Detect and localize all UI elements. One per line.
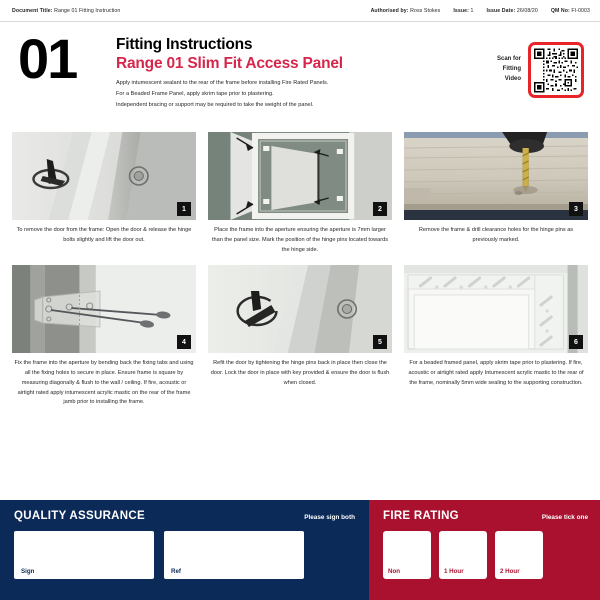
step-badge: 3 — [569, 202, 583, 216]
step-badge: 6 — [569, 335, 583, 349]
document-title-label: Document Title: — [12, 7, 53, 14]
header-left-group — [12, 8, 120, 14]
header-right-group — [371, 8, 590, 14]
qr-caption-line-2: Fitting — [502, 66, 521, 73]
ref-field-label: Ref — [171, 568, 181, 575]
photo-illustration — [208, 132, 392, 220]
authorised-by-label: Authorised by: — [370, 7, 409, 14]
steps-row-1 — [0, 132, 600, 255]
fire-rating-title: FIRE RATING — [383, 510, 459, 522]
fire-rating-option-2-hour[interactable] — [495, 531, 543, 579]
frame-in-aperture-photo — [208, 132, 392, 220]
qr-caption — [497, 55, 521, 85]
title-note-line: Apply intumescent sealant to the rear of the frame before installing Fire Rated Panels. — [116, 80, 329, 87]
page-title: Fitting Instructions — [116, 36, 253, 53]
fire-rating-option-label: Non — [388, 568, 401, 575]
qr-code-frame[interactable] — [528, 42, 584, 98]
step-item — [12, 265, 196, 408]
issue-date-value: 26/08/20 — [516, 7, 538, 14]
fire-rating-panel — [369, 500, 600, 600]
fire-rating-options — [383, 531, 588, 579]
quality-assurance-hint: Please sign both — [304, 514, 355, 521]
fixing-tab-screws-photo — [12, 265, 196, 353]
step-caption: To remove the door from the frame: Open the door & release the hinge bolts slightly and lift the door out. — [16, 227, 192, 243]
document-title-value: Range 01 Fitting Instruction — [54, 7, 121, 14]
authorised-by-value: Ross Stokes — [410, 7, 441, 14]
authorised-by-field — [371, 8, 441, 14]
step-item — [208, 265, 392, 408]
page-subtitle: Range 01 Slim Fit Access Panel — [116, 54, 343, 72]
qr-code-icon — [534, 48, 578, 93]
step-caption: For a beaded framed panel, apply skrim tape prior to plastering. If fire, acoustic or airtight rated apply Intumescent acrylic mastic to the rear of the frame, nominally 5mm wide sealing to the supporting construction. — [408, 360, 584, 386]
fire-rating-header — [383, 510, 588, 522]
quality-assurance-title: QUALITY ASSURANCE — [14, 510, 145, 522]
door-hinge-bolt-photo — [12, 132, 196, 220]
fire-rating-option-label: 1 Hour — [444, 568, 464, 575]
photo-illustration — [12, 265, 196, 353]
drill-clearance-holes-photo — [404, 132, 588, 220]
scan-qr-block[interactable] — [497, 32, 588, 98]
ref-field[interactable] — [164, 531, 304, 579]
refit-door-hinge-pins-photo — [208, 265, 392, 353]
fire-rating-option-non[interactable] — [383, 531, 431, 579]
document-title-field — [12, 8, 120, 14]
steps-row-2 — [0, 265, 600, 408]
step-item — [404, 265, 588, 408]
step-badge: 2 — [373, 202, 387, 216]
qm-number-value: FI-0003 — [571, 7, 590, 14]
fire-rating-option-1-hour[interactable] — [439, 531, 487, 579]
quality-assurance-fields — [14, 531, 355, 579]
fire-rating-hint: Please tick one — [541, 514, 588, 521]
photo-illustration — [404, 265, 588, 353]
qr-caption-line-1: Scan for — [496, 56, 521, 63]
step-caption: Fix the frame into the aperture by bending back the fixing tabs and using all the fixing holes to secure in place. Ensure frame is square by measuring diagonally & flush to the wall / ceiling. If fire, acoustic or airtight rated apply intumescent acrylic mastic on the rear of the frame jamb prior to installing the frame. — [14, 360, 194, 406]
sign-field-label: Sign — [21, 568, 35, 575]
step-badge: 1 — [177, 202, 191, 216]
quality-assurance-header — [14, 510, 355, 522]
quality-assurance-panel — [0, 500, 369, 600]
title-block — [0, 22, 600, 132]
photo-illustration — [208, 265, 392, 353]
step-caption: Refit the door by tightening the hinge pins back in place then close the door. Lock the door in place with key provided & ensure the door is flush when closed. — [210, 360, 390, 386]
issue-label: Issue: — [453, 7, 469, 14]
beaded-frame-corner-photo — [404, 265, 588, 353]
issue-field — [453, 8, 473, 14]
title-notes — [116, 78, 497, 111]
photo-illustration — [404, 132, 588, 220]
qm-number-field — [551, 8, 590, 14]
title-note-line: For a Beaded Frame Panel, apply skrim tape prior to plastering. — [116, 91, 274, 98]
document-footer — [0, 500, 600, 600]
issue-date-label: Issue Date: — [486, 7, 516, 14]
step-badge: 5 — [373, 335, 387, 349]
step-item — [404, 132, 588, 255]
step-badge: 4 — [177, 335, 191, 349]
qm-number-label: QM No: — [550, 7, 570, 14]
title-text-group — [116, 32, 497, 111]
document-step-number: 01 — [18, 27, 77, 90]
step-item — [12, 132, 196, 255]
fire-rating-option-label: 2 Hour — [500, 568, 520, 575]
title-note-line: Independent bracing or support may be required to take the weight of the panel. — [116, 102, 314, 108]
qr-caption-line-3: Video — [504, 75, 521, 82]
photo-illustration — [12, 132, 196, 220]
issue-value: 1 — [470, 7, 474, 14]
document-header — [0, 0, 600, 22]
step-caption: Remove the frame & drill clearance holes for the hinge pins as previously marked. — [418, 227, 574, 243]
issue-date-field — [487, 8, 538, 14]
step-item — [208, 132, 392, 255]
sign-field[interactable] — [14, 531, 154, 579]
step-caption: Place the frame into the aperture ensuring the aperture is 7mm larger than the panel size. Mark the position of the hinge pins located towards the hinge side. — [211, 227, 388, 253]
